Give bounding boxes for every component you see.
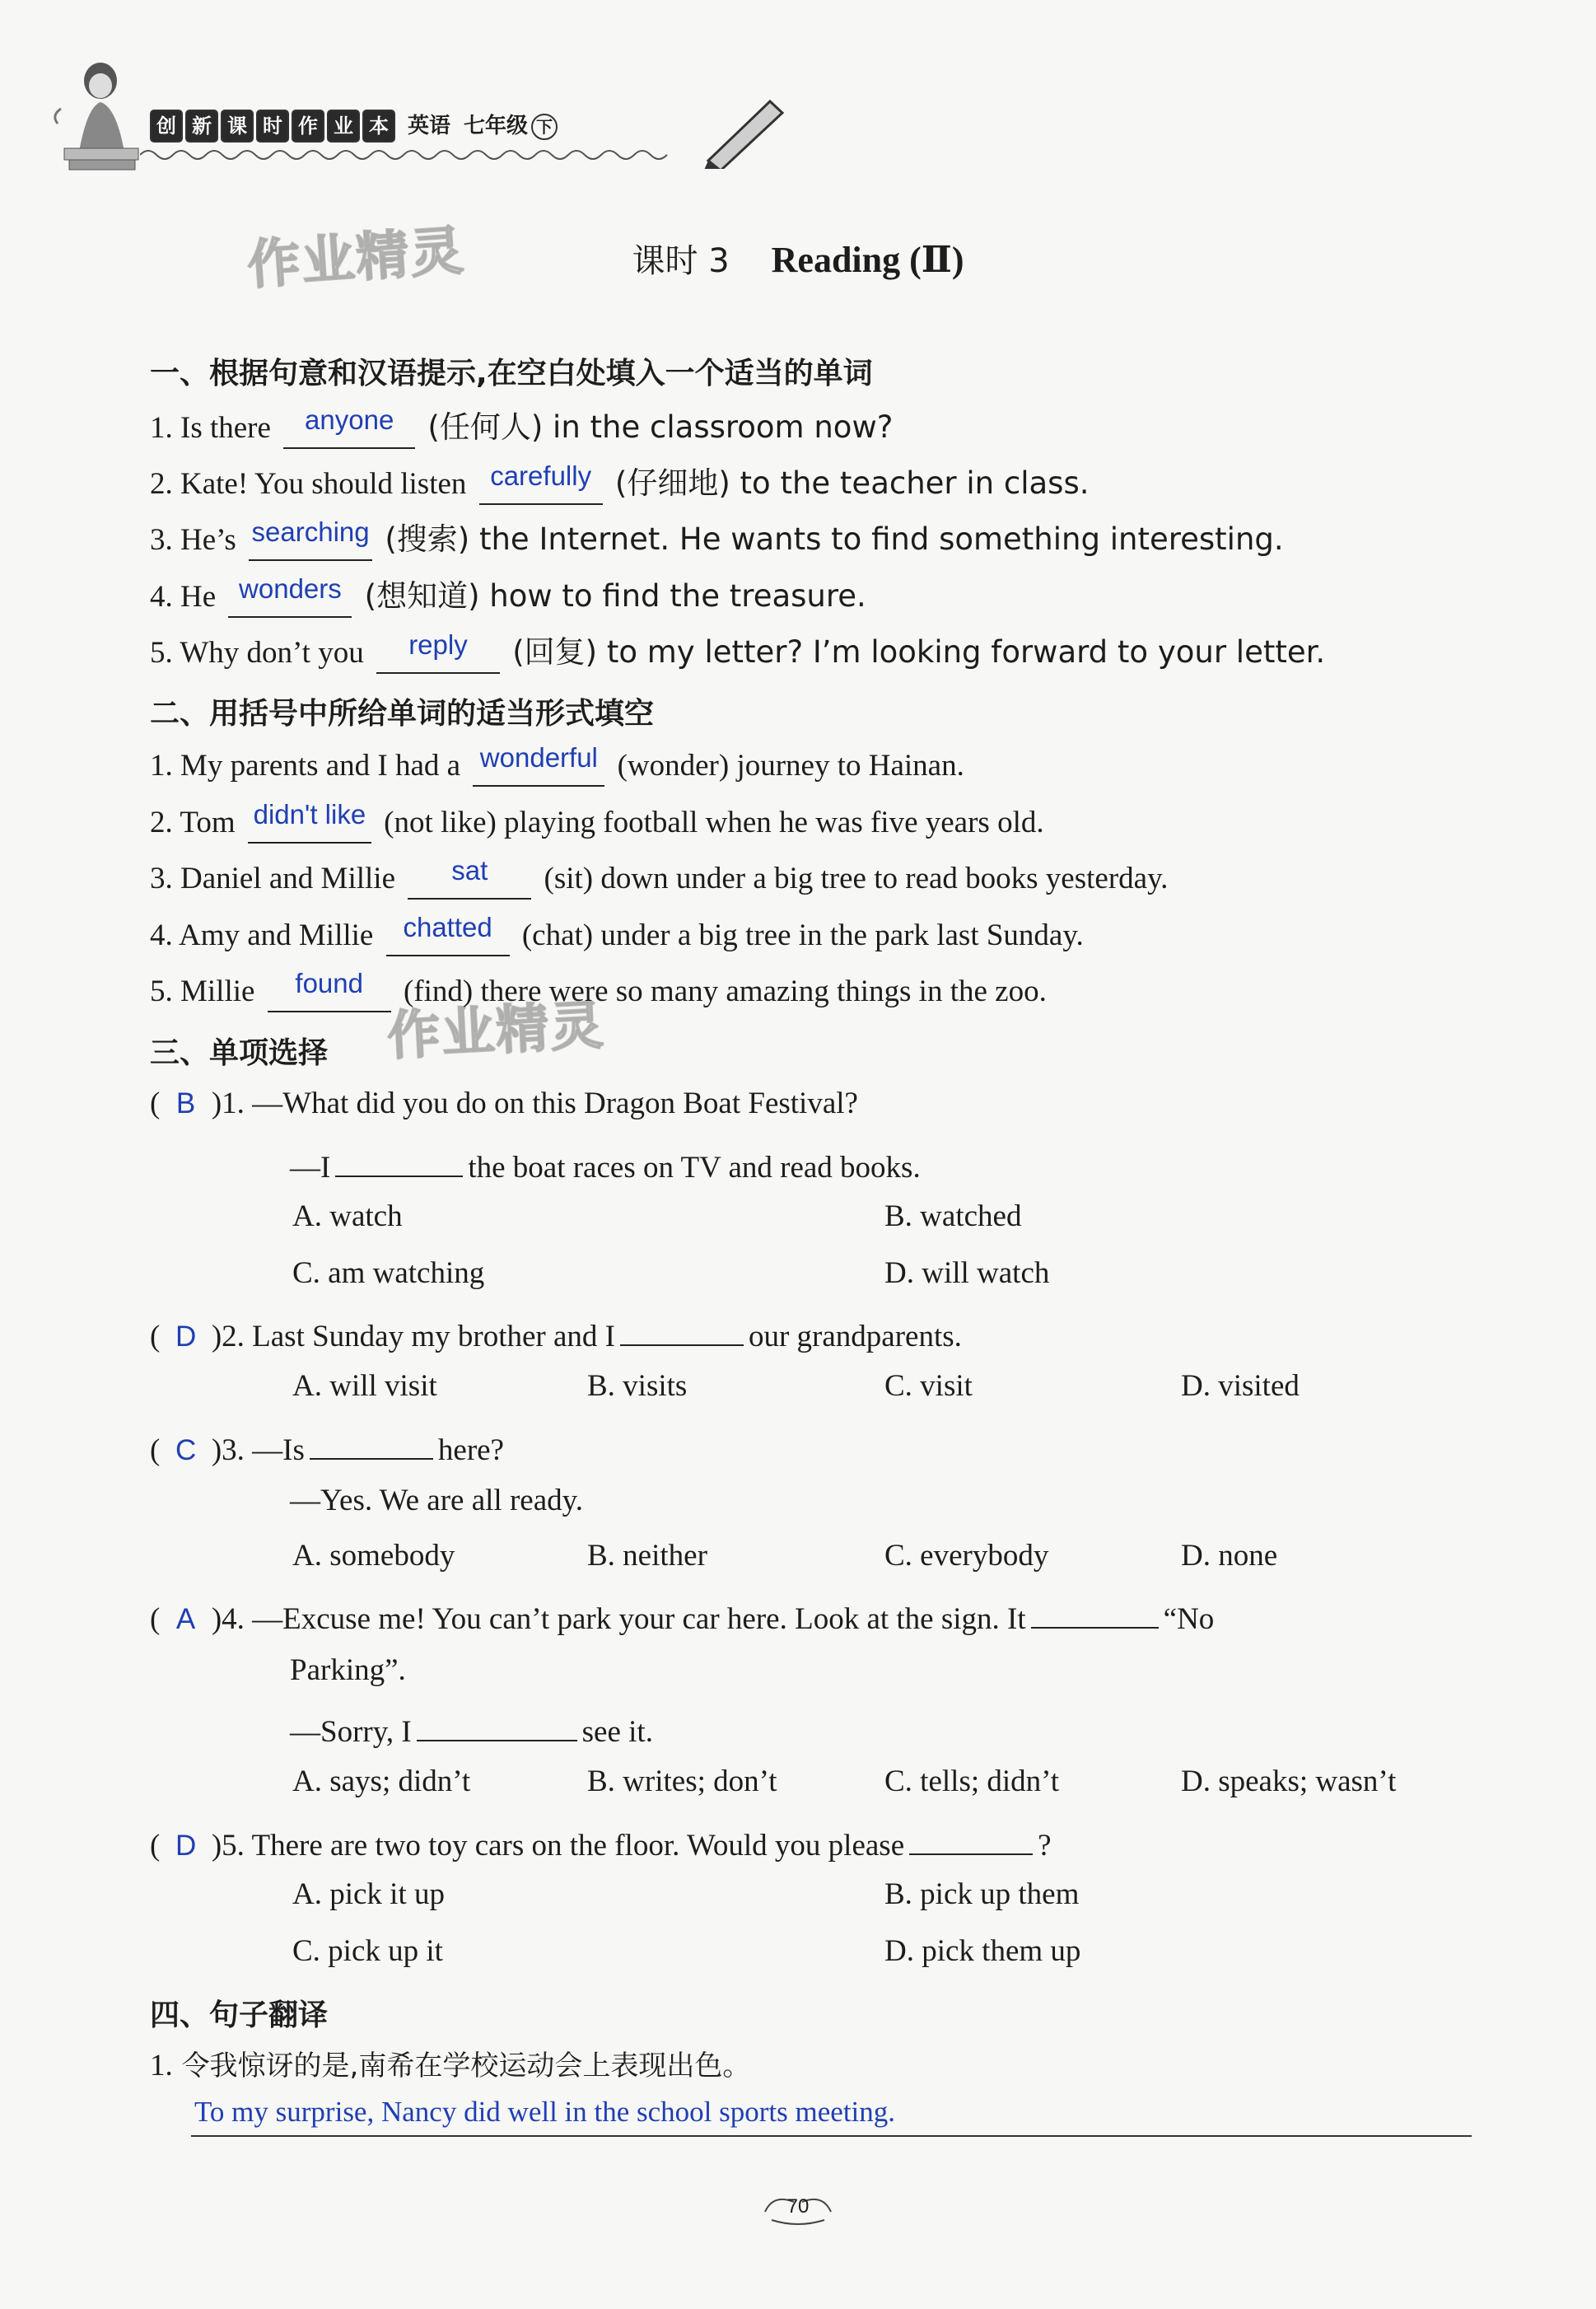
item-text: (wonder) journey to Hainan. <box>617 749 964 783</box>
lesson-number: 课时 3 <box>632 242 730 280</box>
question-text: There are two toy cars on the floor. Would you please <box>251 1829 905 1863</box>
item-number: 5. <box>150 636 173 670</box>
option-d: D. speaks; wasn’t <box>1181 1764 1397 1798</box>
handwritten-answer: anyone <box>305 404 394 435</box>
series-char: 新 <box>185 110 218 143</box>
fill-item <box>150 742 964 787</box>
answer-blank[interactable] <box>1031 1594 1159 1629</box>
answer-blank[interactable] <box>248 799 371 844</box>
pencil-icon <box>700 95 791 169</box>
question-number: )1. <box>211 1087 245 1120</box>
item-text: (回复) to my letter? I’m looking forward to your letter. <box>512 634 1326 670</box>
choice-question: ( C )3. —Is here? <box>150 1425 504 1468</box>
choice-question: ( D )5. There are two toy cars on the floor. Would you please ? <box>150 1821 1052 1863</box>
item-text: (仔细地) to the teacher in class. <box>614 465 1090 501</box>
question-text: see it. <box>581 1715 653 1749</box>
header-grade: 七年级 <box>464 114 529 138</box>
answer-blank[interactable] <box>417 1707 577 1741</box>
choice-question: ( A )4. —Excuse me! You can’t park your car here. Look at the sign. It “No <box>150 1594 1214 1637</box>
question-number: )4. <box>211 1602 245 1636</box>
fill-item <box>150 404 894 449</box>
question-text: —Excuse me! You can’t park your car here. Look at the sign. It <box>252 1602 1026 1636</box>
page-header <box>49 49 791 181</box>
question-text: ? <box>1038 1829 1052 1863</box>
option-d: D. none <box>1181 1539 1278 1573</box>
answer-blank[interactable] <box>310 1425 433 1460</box>
item-text: (sit) down under a big tree to read books yesterday. <box>544 862 1169 895</box>
option-a: A. will visit <box>292 1369 437 1403</box>
volume-badge: 下 <box>531 114 558 140</box>
item-text: (想知道) how to find the treasure. <box>364 578 866 614</box>
choice-question: ( D )2. Last Sunday my brother and I our grandparents. <box>150 1311 962 1354</box>
student-reading-icon <box>49 49 148 181</box>
handwritten-answer: reply <box>408 629 468 660</box>
page-number <box>757 2187 839 2228</box>
series-char: 业 <box>327 110 360 143</box>
prompt-text: 令我惊讶的是,南希在学校运动会上表现出色。 <box>181 2050 751 2082</box>
header-subject: 英语 <box>408 114 451 138</box>
option-a: A. watch <box>292 1199 403 1233</box>
option-b: B. visits <box>587 1369 688 1403</box>
watermark: 作业精灵 <box>385 995 607 1068</box>
item-text: My parents and I had a <box>180 749 461 783</box>
handwritten-answer[interactable]: C <box>175 1434 197 1466</box>
handwritten-answer[interactable]: D <box>175 1320 197 1353</box>
handwritten-answer[interactable]: B <box>175 1087 196 1119</box>
header-wave-line <box>140 138 733 171</box>
item-text: (搜索) the Internet. He wants to find something interesting. <box>385 521 1284 557</box>
item-text: Kate! You should listen <box>180 467 467 501</box>
question-text: —I <box>290 1151 331 1185</box>
question-text: —Sorry, I <box>290 1715 412 1749</box>
item-text: Amy and Millie <box>178 918 374 952</box>
answer-blank[interactable] <box>479 460 603 505</box>
series-char: 作 <box>292 110 324 143</box>
answer-blank[interactable] <box>408 855 531 900</box>
handwritten-answer: found <box>295 968 363 998</box>
item-text: Why don’t you <box>180 636 364 670</box>
question-line: —Yes. We are all ready. <box>290 1484 583 1517</box>
option-b: B. watched <box>884 1199 1022 1233</box>
watermark: 作业精灵 <box>245 220 467 297</box>
handwritten-answer: wonders <box>239 573 342 604</box>
question-text: our grandparents. <box>748 1320 962 1353</box>
option-b: B. pick up them <box>884 1877 1080 1911</box>
answer-blank[interactable] <box>249 516 372 561</box>
fill-item <box>150 799 1044 844</box>
item-number: 1. <box>150 2049 173 2082</box>
item-number: 2. <box>150 467 173 501</box>
fill-item <box>150 516 1284 561</box>
item-number: 1. <box>150 411 173 445</box>
page-title <box>0 235 1596 282</box>
page-number-text: 70 <box>786 2195 810 2218</box>
answer-blank[interactable] <box>620 1311 744 1346</box>
question-text: here? <box>437 1433 504 1467</box>
answer-blank[interactable] <box>473 742 604 787</box>
answer-blank[interactable] <box>283 404 415 449</box>
answer-blank[interactable] <box>376 629 500 674</box>
item-text: He’s <box>180 523 236 557</box>
handwritten-answer: carefully <box>490 460 592 491</box>
answer-blank[interactable] <box>386 912 510 956</box>
section-heading: 三、单项选择 <box>150 1036 329 1070</box>
option-b: B. neither <box>587 1539 707 1573</box>
item-text: (任何人) in the classroom now? <box>427 409 894 445</box>
handwritten-answer: wonderful <box>479 742 598 773</box>
section-heading: 二、用括号中所给单词的适当形式填空 <box>150 697 655 731</box>
option-c: C. am watching <box>292 1256 485 1290</box>
section-heading: 四、句子翻译 <box>150 1998 329 2032</box>
item-number: 3. <box>150 862 173 895</box>
lesson-name: Reading (Ⅱ) <box>771 240 964 280</box>
option-c: C. everybody <box>884 1539 1049 1573</box>
fill-item <box>150 460 1090 505</box>
option-c: C. visit <box>884 1369 973 1403</box>
item-number: 4. <box>150 580 173 614</box>
question-text: —Is <box>252 1433 305 1467</box>
fill-item <box>150 968 1047 1012</box>
question-number: )3. <box>211 1433 245 1467</box>
question-text: —What did you do on this Dragon Boat Festival? <box>252 1087 858 1120</box>
handwritten-answer: To my surprise, Nancy did well in the school sports meeting. <box>194 2096 896 2128</box>
question-line <box>290 1143 921 1188</box>
item-number: 2. <box>150 806 173 839</box>
item-text: (chat) under a big tree in the park last Sunday. <box>521 918 1084 952</box>
item-text: (not like) playing football when he was five years old. <box>384 806 1044 839</box>
question-number: )2. <box>211 1320 245 1353</box>
handwritten-answer: didn't like <box>253 799 366 830</box>
question-text: Last Sunday my brother and I <box>252 1320 615 1353</box>
item-number: 3. <box>150 523 173 557</box>
question-line <box>290 1707 653 1752</box>
option-d: D. will watch <box>884 1256 1050 1290</box>
handwritten-answer[interactable]: D <box>175 1830 197 1862</box>
handwritten-answer[interactable]: A <box>175 1603 196 1635</box>
translation-answer-line[interactable] <box>191 2094 1472 2137</box>
handwritten-answer: sat <box>451 855 488 886</box>
series-char: 时 <box>256 110 289 143</box>
question-text: “No <box>1163 1602 1215 1636</box>
translation-prompt <box>150 2046 750 2086</box>
item-text: Is there <box>180 411 271 445</box>
question-text: the boat races on TV and read books. <box>468 1151 921 1185</box>
series-logo <box>150 109 558 143</box>
option-b: B. writes; don’t <box>587 1764 777 1798</box>
fill-item <box>150 573 866 618</box>
handwritten-answer: searching <box>251 516 370 547</box>
answer-blank[interactable] <box>228 573 352 618</box>
series-char: 课 <box>221 110 254 143</box>
option-a: A. says; didn’t <box>292 1764 471 1798</box>
item-text: Millie <box>180 975 255 1008</box>
question-number: )5. <box>211 1829 245 1863</box>
answer-blank[interactable] <box>268 968 391 1012</box>
item-text: (find) there were so many amazing things in the zoo. <box>403 975 1047 1008</box>
option-d: D. visited <box>1181 1369 1300 1403</box>
option-c: C. tells; didn’t <box>884 1764 1060 1798</box>
fill-item <box>150 855 1169 900</box>
item-number: 4. <box>150 918 173 952</box>
option-c: C. pick up it <box>292 1934 443 1968</box>
series-char: 创 <box>150 110 183 143</box>
item-text: Daniel and Millie <box>180 862 395 895</box>
option-a: A. somebody <box>292 1539 455 1573</box>
choice-question: ( B )1. —What did you do on this Dragon Boat Festival? <box>150 1087 858 1120</box>
option-a: A. pick it up <box>292 1877 445 1911</box>
answer-blank[interactable] <box>335 1143 463 1177</box>
series-char: 本 <box>362 110 395 143</box>
item-text: Tom <box>180 806 236 839</box>
item-text: He <box>180 580 217 614</box>
handwritten-answer: chatted <box>403 912 492 942</box>
fill-item <box>150 629 1326 674</box>
option-d: D. pick them up <box>884 1934 1081 1968</box>
section-heading: 一、根据句意和汉语提示,在空白处填入一个适当的单词 <box>150 357 873 390</box>
item-number: 5. <box>150 975 173 1008</box>
fill-item <box>150 912 1084 956</box>
item-number: 1. <box>150 749 173 783</box>
question-line: Parking”. <box>290 1653 406 1687</box>
answer-blank[interactable] <box>909 1821 1033 1855</box>
